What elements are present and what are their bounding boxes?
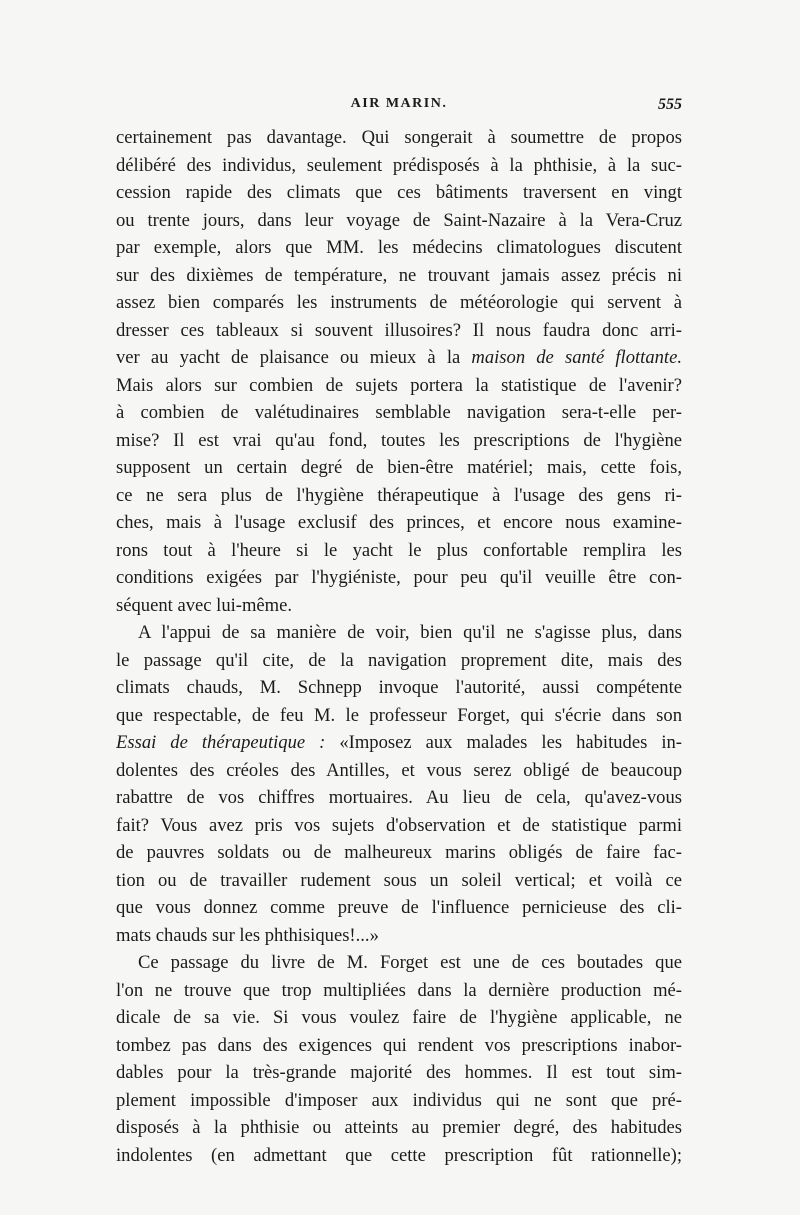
text-line: assez bien comparés les instruments de météorologie qui servent à: [116, 292, 682, 313]
text-line: ou trente jours, dans leur voyage de Saint-Nazaire à la Vera-Cruz: [116, 209, 682, 231]
italic-phrase: maison de santé flottante.: [471, 347, 682, 368]
text-line-with-italic: [116, 729, 682, 757]
text-line: mise? Il est vrai qu'au fond, toutes les prescriptions de l'hygiène: [116, 429, 682, 451]
text-line: fait? Vous avez pris vos sujets d'observation et de statistique parmi: [116, 814, 682, 836]
text-line: le passage qu'il cite, de la navigation proprement dite, mais des: [116, 649, 682, 671]
text-line: climats chauds, M. Schnepp invoque l'autorité, aussi compétente: [116, 677, 682, 698]
text-line: mats chauds sur les phthisiques!...»: [116, 924, 379, 946]
text-line: cession rapide des climats que ces bâtiments traversent en vingt: [116, 182, 682, 203]
text-line: dables pour la très-grande majorité des hommes. Il est tout sim-: [116, 1062, 682, 1083]
text-line: tion ou de travailler rudement sous un soleil vertical; et voilà ce: [116, 869, 682, 891]
text-line: par exemple, alors que MM. les médecins climatologues discutent: [116, 237, 682, 258]
text-line: disposés à la phthisie ou atteints au premier degré, des habitudes: [116, 1117, 682, 1138]
text-line: rabattre de vos chiffres mortuaires. Au lieu de cela, qu'avez-vous: [116, 787, 682, 808]
text-line: plement impossible d'imposer aux individus qui ne sont que pré-: [116, 1089, 682, 1111]
text-line: Mais alors sur combien de sujets portera la statistique de l'avenir?: [116, 374, 682, 396]
paragraph-2: [116, 619, 682, 949]
text-segment: ver au yacht de plaisance ou mieux à la: [116, 347, 472, 368]
italic-phrase: Essai de thérapeutique :: [116, 732, 326, 753]
text-line-with-italic: [116, 344, 682, 372]
text-line: à combien de valétudinaires semblable navigation sera-t-elle per-: [116, 402, 682, 423]
paragraph-1: [116, 124, 682, 619]
text-line: l'on ne trouve que trop multipliées dans la dernière production mé-: [116, 979, 682, 1001]
text-line: supposent un certain degré de bien-être matériel; mais, cette fois,: [116, 457, 682, 478]
text-line: dicale de sa vie. Si vous voulez faire de l'hygiène applicable, ne: [116, 1007, 682, 1028]
paragraph-3: [116, 949, 682, 1169]
running-header: [116, 96, 682, 118]
text-line: délibéré des individus, seulement prédisposés à la phthisie, à la suc-: [116, 154, 682, 176]
text-line: tombez pas dans des exigences qui rendent vos prescriptions inabor-: [116, 1034, 682, 1056]
text-segment: «Imposez aux malades les habitudes in-: [325, 732, 682, 753]
text-line: rons tout à l'heure si le yacht le plus confortable remplira les: [116, 539, 682, 561]
text-line: de pauvres soldats ou de malheureux marins obligés de faire fac-: [116, 842, 682, 863]
text-line: séquent avec lui-même.: [116, 594, 293, 616]
page-number: 555: [658, 96, 682, 113]
book-page: [116, 96, 682, 1169]
text-line: ce ne sera plus de l'hygiène thérapeutique à l'usage des gens ri-: [116, 484, 682, 506]
running-title: AIR MARIN.: [350, 96, 448, 111]
text-line: indolentes (en admettant que cette prescription fût rationnelle);: [116, 1144, 682, 1166]
text-line: conditions exigées par l'hygiéniste, pour peu qu'il veuille être con-: [116, 567, 682, 588]
text-line: certainement pas davantage. Qui songerait à soumettre de propos: [116, 127, 682, 148]
text-line: dolentes des créoles des Antilles, et vous serez obligé de beaucoup: [116, 759, 682, 781]
text-line: ches, mais à l'usage exclusif des princes, et encore nous examine-: [116, 512, 682, 533]
text-line: que vous donnez comme preuve de l'influence pernicieuse des cli-: [116, 897, 682, 918]
text-line: Ce passage du livre de M. Forget est une de ces boutades que: [138, 952, 682, 973]
text-line: que respectable, de feu M. le professeur Forget, qui s'écrie dans son: [116, 704, 682, 726]
text-line: A l'appui de sa manière de voir, bien qu'il ne s'agisse plus, dans: [138, 622, 682, 643]
text-line: dresser ces tableaux si souvent illusoires? Il nous faudra donc arri-: [116, 319, 682, 341]
text-line: sur des dixièmes de température, ne trouvant jamais assez précis ni: [116, 264, 682, 286]
